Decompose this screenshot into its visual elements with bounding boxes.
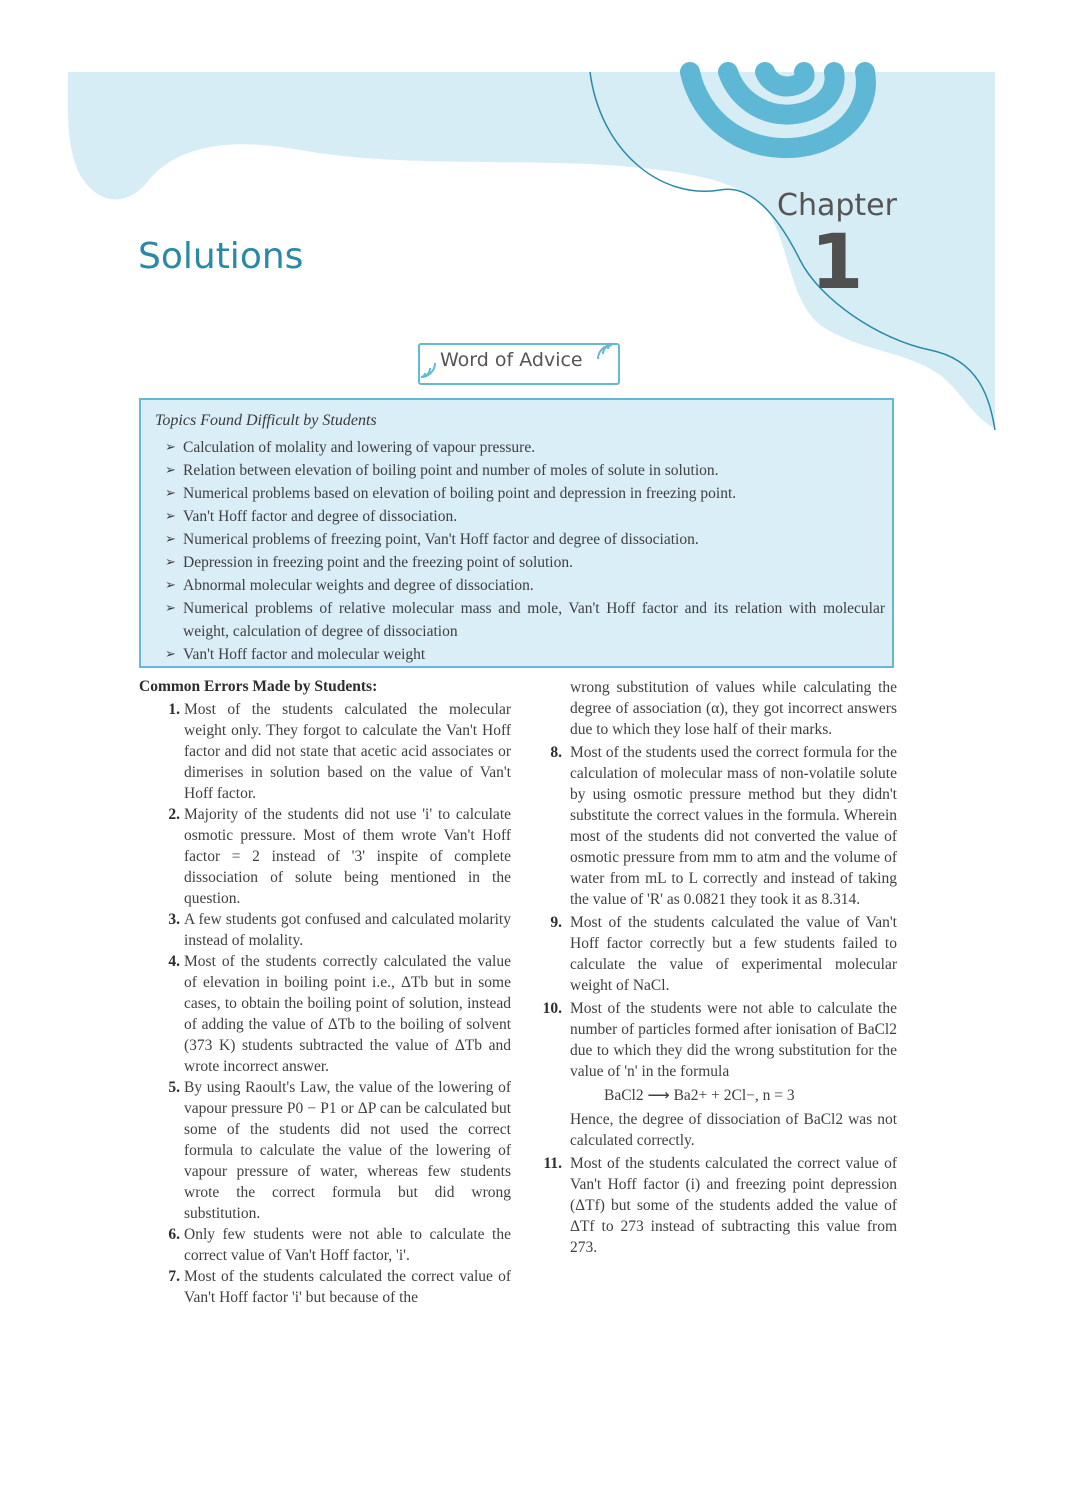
arrow-bullet-icon: ➢ [165, 601, 176, 616]
chapter-title: Solutions [138, 236, 304, 277]
error-number: 11. [543, 1155, 562, 1172]
error-number: 2. [168, 806, 180, 823]
error-number: 10. [542, 1000, 562, 1017]
error-item [168, 1266, 511, 1308]
error-text: Most of the students calculated the value of Van't Hoff factor correctly but a few students failed to calculate the value of experimental molecular weight of NaCl. [570, 914, 897, 994]
errors-column-left [168, 699, 511, 1308]
arrow-bullet-icon: ➢ [165, 509, 176, 524]
topic-item: ➢ Van't Hoff factor and molecular weight [165, 643, 885, 666]
topics-difficult-box [139, 398, 894, 668]
error-text: A few students got confused and calculated molarity instead of molality. [184, 911, 511, 949]
topic-item: ➢ Calculation of molality and lowering of vapour pressure. [165, 436, 885, 459]
error-number: 3. [168, 911, 180, 928]
topic-item: ➢ Relation between elevation of boiling point and number of moles of solute in solution. [165, 459, 885, 482]
topic-item: ➢ Numerical problems based on elevation of boiling point and depression in freezing point. [165, 482, 885, 505]
error-text: Only few students were not able to calculate the correct value of Van't Hoff factor, 'i'. [184, 1226, 511, 1264]
topic-item: ➢ Van't Hoff factor and degree of dissociation. [165, 505, 885, 528]
signal-wave-icon [417, 359, 439, 381]
topic-item: ➢ Depression in freezing point and the freezing point of solution. [165, 551, 885, 574]
error-item-continued [570, 1109, 897, 1151]
error-text: Most of the students calculated the molecular weight only. They forgot to calculate the Van't Hoff factor and did not state that acetic acid associates or dimerises in solution based on the value of Van't Hoff factor. [184, 701, 511, 802]
common-errors-heading: Common Errors Made by Students: [139, 678, 378, 695]
error-item [550, 912, 897, 996]
arrow-bullet-icon: ➢ [165, 532, 176, 547]
error-text: Most of the students calculated the correct value of Van't Hoff factor 'i' but because of the [184, 1268, 511, 1306]
error-text: Most of the students used the correct formula for the calculation of molecular mass of non-volatile solute by using osmotic pressure method but they didn't substitute the correct values in the formula. Wherein most of the students did not converted the value of osmotic pressure from mm to atm and the volume of water from mL to L correctly and instead of taking the value of 'R' as 0.0821 they took it as 8.314. [570, 744, 897, 908]
error-text: wrong substitution of values while calculating the degree of association (α), they got incorrect answers due to which they lose half of their marks. [570, 679, 897, 738]
topic-item: ➢ Abnormal molecular weights and degree of dissociation. [165, 574, 885, 597]
error-item [550, 742, 897, 910]
chemical-equation: BaCl2 ⟶ Ba2+ + 2Cl−, n = 3 [604, 1087, 795, 1104]
error-item [168, 909, 511, 951]
error-text: Most of the students correctly calculated the value of elevation in boiling point i.e., ΔTb but in some cases, to obtain the boiling point of solution, instead of adding the value of ΔTb to the boiling of solvent (373 K) students subtracted the value of ΔTb and wrote incorrect answer. [184, 953, 511, 1075]
error-text: Most of the students were not able to calculate the number of particles formed after ionisation of BaCl2 due to which they did the wrong substitution for the value of 'n' in the formula [570, 1000, 897, 1080]
error-item [168, 951, 511, 1077]
error-item [543, 1153, 897, 1258]
topic-item: ➢ Numerical problems of freezing point, Van't Hoff factor and degree of dissociation. [165, 528, 885, 551]
error-number: 8. [550, 744, 562, 761]
error-number: 5. [168, 1079, 180, 1096]
error-text: Most of the students calculated the correct value of Van't Hoff factor (i) and freezing point depression (ΔTf) but some of the students added the value of ΔTf to 273 instead of subtracting this value from 273. [570, 1155, 897, 1256]
topics-heading: Topics Found Difficult by Students [155, 412, 377, 429]
arrow-bullet-icon: ➢ [165, 486, 176, 501]
chapter-label: Chapter [777, 188, 897, 223]
error-text: Majority of the students did not use 'i' to calculate osmotic pressure. Most of them wrote Van't Hoff factor = 2 instead of '3' inspite of complete dissociation of solute being mentioned in the question. [184, 806, 511, 907]
error-number: 1. [168, 701, 180, 718]
arrow-bullet-icon: ➢ [165, 555, 176, 570]
arrow-bullet-icon: ➢ [165, 463, 176, 478]
error-item [168, 699, 511, 804]
arrow-bullet-icon: ➢ [165, 578, 176, 593]
error-number: 9. [550, 914, 562, 931]
signal-wave-icon [594, 341, 616, 363]
error-number: 4. [168, 953, 180, 970]
arrow-bullet-icon: ➢ [165, 440, 176, 455]
word-of-advice-tag [418, 343, 620, 385]
error-number: 6. [168, 1226, 180, 1243]
error-item [168, 804, 511, 909]
chapter-number: 1 [810, 217, 864, 306]
error-number: 7. [168, 1268, 180, 1285]
errors-column-right [542, 677, 897, 1258]
topic-item: ➢ Numerical problems of relative molecular mass and mole, Van't Hoff factor and its relation with molecular weight, calculation of degree of dissociation [165, 597, 885, 643]
arrow-bullet-icon: ➢ [165, 647, 176, 662]
error-text: By using Raoult's Law, the value of the lowering of vapour pressure P0 − P1 or ΔP can be calculated but some of the students did not used the correct formula to calculate the value of the lowering of vapour pressure of water, whereas few students wrote the correct formula but did wrong substitution. [184, 1079, 511, 1222]
error-item [168, 1077, 511, 1224]
error-text: Hence, the degree of dissociation of BaCl2 was not calculated correctly. [570, 1111, 897, 1149]
topics-list [165, 436, 885, 666]
error-item-continued [570, 677, 897, 740]
error-item [542, 998, 897, 1082]
error-item [168, 1224, 511, 1266]
word-of-advice-label: Word of Advice [440, 349, 583, 371]
